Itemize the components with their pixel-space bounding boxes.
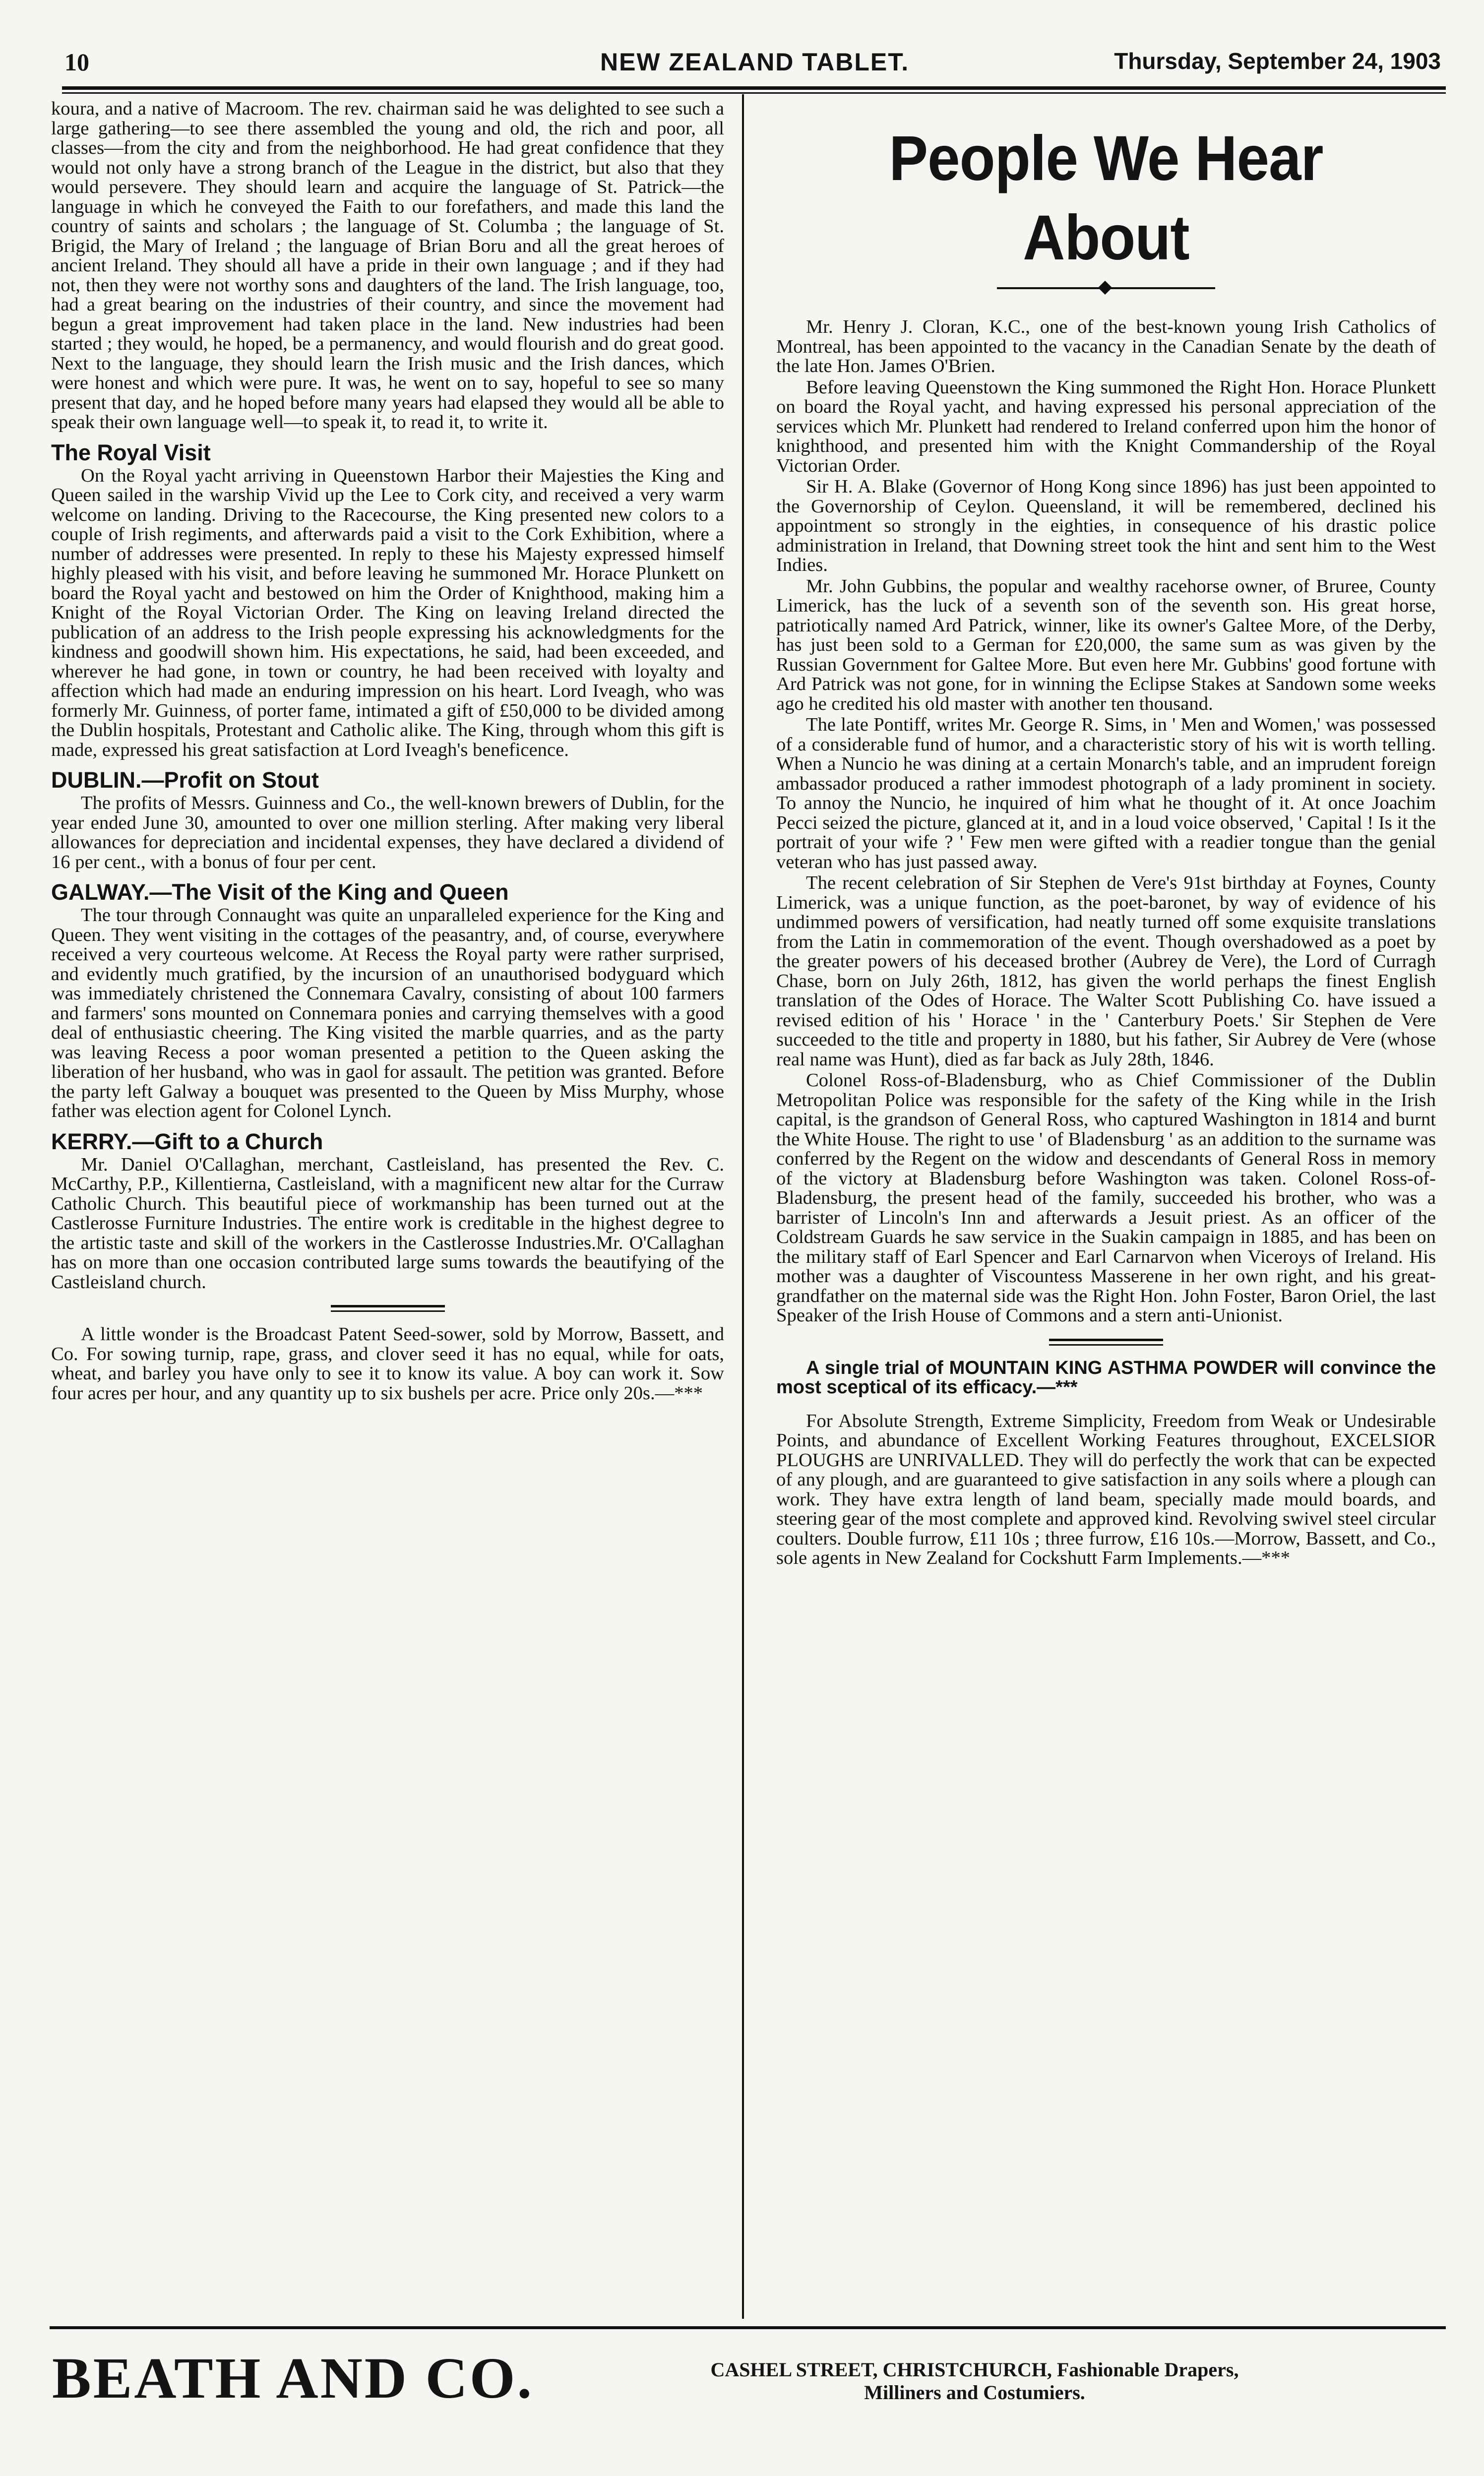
royal-visit-heading: The Royal Visit [51, 439, 211, 465]
plough-ad-text: For Absolute Strength, Extreme Simplicity, Freedom from Weak or Undesirable Points, and abundance of Excellent Working Features throughout, EXCELSIOR PLOUGHS are UNRIVALLED. They will do perfectly the work that can be expected of any plough, and are guaranteed to give satisfaction in any soils where a plough can work. They have extra length of land beam, specially made mould boards, and steering gear of the most complete and approved kind. Revolving swivel steel circular coulters. Double furrow, £11 10s ; three furrow, £16 10s.—Morrow, Bassett, and Co., sole agents in New Zealand for Cockshutt Farm Implements.—*** [776, 1410, 1436, 1568]
kerry-heading: KERRY.—Gift to a Church [51, 1128, 323, 1154]
news-item-pontiff: The late Pontiff, writes Mr. George R. Sims, in ' Men and Women,' was possessed of a considerable fund of humor, and a characteristic story of his wit is worth telling. When a Nuncio he was dining at a certain Monarch's table, and an imprudent foreign ambassador produced a rather immodest photograph of a lady prominent in society. To annoy the Nuncio, he inquired of him what he thought of it. At once Joachim Pecci seized the picture, glanced at it, and in a loud voice observed, ' Capital ! Is it the portrait of your wife ? ' Few men were gifted with a readier tongue than the genial veteran who has just passed away. [776, 714, 1436, 872]
seed-sower-ad-text: A little wonder is the Broadcast Patent Seed-sower, sold by Morrow, Bassett, and Co. For sowing turnip, rape, grass, and clover seed it has no equal, while for oats, wheat, and barley you have only to see it to know its value. A boy can work it. Sow four acres per hour, and any quantity up to six bushels per acre. Price only 20s.—*** [51, 1324, 724, 1404]
dublin-paragraph: The profits of Messrs. Guinness and Co., the well-known brewers of Dublin, for the year ended June 30, amounted to over one million sterling. After making very liberal allowances for depreciation and incidental expenses, they have declared a dividend of 16 per cent., with a bonus of four per cent. [51, 793, 724, 872]
title-ornament [997, 278, 1215, 298]
ad-separator-rule-thin [331, 1310, 445, 1312]
news-item-blake: Sir H. A. Blake (Governor of Hong Kong since 1896) has just been appointed to the Governorship of Ceylon. Queensland, it will be remembered, declined his appointment so strongly in the eighties, in consequence of his drastic police administration in Ireland, that Downing street took the hint and sent him to the West Indies. [776, 476, 1436, 575]
footer-rule [50, 2326, 1446, 2329]
asthma-powder-ad-text: A single trial of MOUNTAIN KING ASTHMA POWDER will convince the most sceptical of its efficacy.—*** [776, 1357, 1436, 1398]
news-item-de-vere: The recent celebration of Sir Stephen de Vere's 91st birthday at Foynes, County Limerick, was a unique function, as the poet-baronet, by way of evidence of his undimmed powers of versification, had neatly turned off some exquisite translations from the Latin in commemoration of the event. Though overshadowed as a poet by the greater powers of his deceased brother (Aubrey de Vere), the Lord of Curragh Chase, born on July 26th, 1812, has given the world perhaps the finest English translation of the Odes of Horace. The Walter Scott Publishing Co. have issued a revised edition of his ' Horace ' in the ' Canterbury Poets.' Sir Stephen de Vere succeeded to the title and property in 1880, but his father, Sir Aubrey de Vere (whose real name was Hunt), died as far back as July 28th, 1846. [776, 872, 1436, 1070]
ad-separator-rule [331, 1305, 445, 1307]
footer-address-line1: CASHEL STREET, CHRISTCHURCH, Fashionable Drapers, [710, 2358, 1239, 2381]
galway-heading: GALWAY.—The Visit of the King and Queen [51, 879, 509, 905]
seed-sower-advertisement [51, 1325, 724, 1403]
news-item-gubbins: Mr. John Gubbins, the popular and wealthy racehorse owner, of Bruree, County Limerick, has the luck of a seventh son of the seventh son. His great horse, patriotically named Ard Patrick, winner, like its owner's Galtee More, of the Derby, has just been sold to a German for £20,000, the same sum as was given by the Russian Government for Galtee More. But even here Mr. Gubbins' good fortune with Ard Patrick was not gone, for in winning the Eclipse Stakes at Sandown some weeks ago he credited his old master with another ten thousand. [776, 575, 1436, 714]
issue-date: Thursday, September 24, 1903 [1114, 48, 1441, 74]
dublin-heading: DUBLIN.—Profit on Stout [51, 767, 319, 793]
section-title: People We Hear About [889, 123, 1323, 273]
news-item-cloran: Mr. Henry J. Cloran, K.C., one of the best-known young Irish Catholics of Montreal, has been appointed to the vacancy in the Canadian Senate by the death of the late Hon. James O'Brien. [776, 316, 1436, 376]
asthma-powder-advertisement [776, 1359, 1436, 1398]
header-rule-thin [62, 92, 1446, 94]
news-item-ross: Colonel Ross-of-Bladensburg, who as Chief Commissioner of the Dublin Metropolitan Police was responsible for the safety of the King while in the Irish capital, is the grandson of General Ross, who captured Washington in 1814 and burnt the White House. The right to use ' of Bladensburg ' as an addition to the surname was conferred by the Regent on the widow and descendants of General Ross in memory of the victory at Bladensburg before Washington was taken. Colonel Ross-of-Bladensburg, the present head of the family, succeeded his brother, who was a barrister of Lincoln's Inn and afterwards a Jesuit priest. As an officer of the Coldstream Guards he saw service in the Suakin campaign in 1885, and has been on the military staff of Earl Spencer and Earl Carnarvon when Viceroys of Ireland. His mother was a daughter of Viscountess Masserene in her own right, and his great-grandfather on the maternal side was the Right Hon. John Foster, Baron Oriel, the last Speaker of the Irish House of Commons and a stern anti-Unionist. [776, 1070, 1436, 1326]
galway-paragraph: The tour through Connaught was quite an unparalleled experience for the King and Queen. They went visiting in the cottages of the peasantry, and, of course, everywhere received a very courteous welcome. At Recess the Royal party were rather surprised, and evidently much gratified, by the incursion of an unauthorised bodyguard which was immediately christened the Connemara Cavalry, consisting of about 100 farmers and farmers' sons mounted on Connemara ponies and carrying themselves with a good deal of enthusiastic cheering. The King visited the marble quarries, and as the party was leaving Recess a poor woman presented a petition to the Queen asking the liberation of her husband, who was in gaol for assault. The petition was granted. Before the party left Galway a bouquet was presented to the Queen by Miss Murphy, whose father was election agent for Colonel Lynch. [51, 905, 724, 1121]
footer-address-line2: Milliners and Costumiers. [864, 2381, 1085, 2404]
ad-separator-rule [1049, 1339, 1163, 1341]
footer-brand-name: BEATH AND CO. [52, 2346, 534, 2411]
footer-address [652, 2358, 1297, 2404]
right-column [776, 99, 1436, 1570]
header-rule-thick [62, 86, 1446, 90]
page-number: 10 [64, 48, 89, 76]
page-header [62, 48, 1446, 87]
publication-title: NEW ZEALAND TABLET. [600, 48, 910, 76]
intro-paragraph: koura, and a native of Macroom. The rev. chairman said he was delighted to see such a large gathering—to see there assembled the young and old, the rich and poor, all classes—from the city and from the neighborhood. He had great confidence that they would not only have a strong branch of the League in the district, but also that they would persevere. They should learn and acquire the language of St. Patrick—the language in which he conveyed the Faith to our forefathers, and made this land the country of saints and scholars ; the language of St. Columba ; the language of St. Brigid, the Mary of Ireland ; the language of Brian Boru and all the great heroes of ancient Ireland. They should all have a pride in their own language ; and if they had not, then they were not worthy sons and daughters of the land. The Irish language, too, had a great bearing on the industries of their country, and since the movement had begun a great improvement had taken place in the land. New industries had been started ; they would, he hoped, be a permanency, and would flourish and do great good. Next to the language, they should learn the Irish music and the Irish dances, which were honest and which were pure. It was, he went on to say, hopeful to see so many present that day, and he hoped before many years had elapsed they would all be able to speak their own language well—to speak it, to read it, to write it. [51, 98, 724, 433]
diamond-icon [1098, 281, 1112, 295]
news-item-plunkett: Before leaving Queenstown the King summoned the Right Hon. Horace Plunkett on board the Royal yacht, and having expressed his personal appreciation of the services which Mr. Plunkett had rendered to Ireland conferred upon him the honor of knighthood, and presented him with the Knight Commandership of the Royal Victorian Order. [776, 376, 1436, 476]
ad-separator-rule-thin [1049, 1344, 1163, 1346]
left-column [51, 99, 724, 1405]
royal-visit-paragraph: On the Royal yacht arriving in Queenstown Harbor their Majesties the King and Queen sailed in the warship Vivid up the Lee to Cork city, and received a very warm welcome on landing. Driving to the Racecourse, the King presented new colors to a couple of Irish regiments, and afterwards paid a visit to the Cork Exhibition, where a number of addresses were presented. In reply to these his Majesty expressed himself highly pleased with his visit, and before leaving he summoned Mr. Horace Plunkett on board the Royal yacht and bestowed on him the Order of Knighthood, making him a Knight of the Royal Victorian Order. The King on leaving Ireland directed the publication of an address to the Irish people expressing his acknowledgments for the kindness and goodwill shown him. His expectations, he said, had been exceeded, and wherever he had gone, in town or country, he had been received with loyalty and affection which had made an enduring impression on his heart. Lord Iveagh, who was formerly Mr. Guinness, of porter fame, intimated a gift of £50,000 to be divided among the Dublin hospitals, Protestant and Catholic alike. The King, through whom this gift is made, expressed his great satisfaction at Lord Iveagh's beneficence. [51, 465, 724, 760]
column-divider [742, 94, 744, 2319]
kerry-paragraph: Mr. Daniel O'Callaghan, merchant, Castleisland, has presented the Rev. C. McCarthy, P.P., Killentierna, Castleisland, with a magnificent new altar for the Curraw Catholic Church. This beautiful piece of workmanship has been turned out at the Castlerosse Furniture Industries. The entire work is creditable in the highest degree to the artistic taste and skill of the workers in the Castlerosse Industries.Mr. O'Callaghan has on more than one occasion contributed large sums towards the beautifying of the Castleisland church. [51, 1154, 724, 1293]
plough-advertisement [776, 1412, 1436, 1568]
